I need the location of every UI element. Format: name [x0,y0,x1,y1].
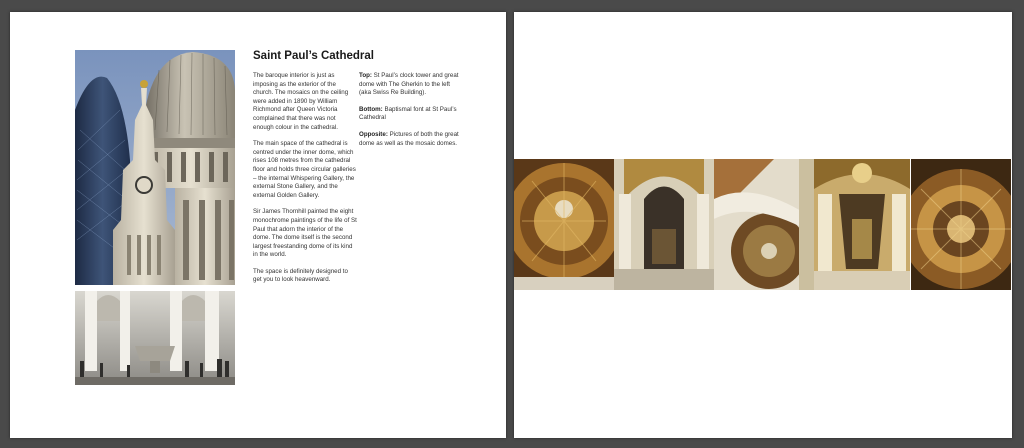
caption-top-text: St Paul’s clock tower and great dome with The Gherkin to the left (aka Swiss Re Building). [359,72,459,97]
caption-bottom-label: Bottom: [359,105,383,113]
caption-top-label: Top: [359,72,372,79]
caption-opposite-label: Opposite: [359,130,388,138]
interior-photo-strip [514,159,1012,290]
cathedral-dome-gherkin-photo [75,50,235,285]
caption-column [359,72,459,156]
body-paragraph-3: Sir James Thornhill painted the eight monochrome paintings of the life of St Paul that adorn the interior of the dome. The dome itself is the second largest freestanding dome of its kind in the world. [253,208,357,259]
caption-top [359,72,459,98]
arch-dome-photo [714,159,814,290]
caption-opposite-text: Pictures of both the great dome as well as the mosaic domes. [359,130,459,147]
body-text-column [253,72,357,293]
choir-quire-photo [814,159,910,290]
caption-opposite [359,131,459,148]
body-paragraph-4: The space is definitely designed to get you to look heavenward. [253,267,348,284]
dome-mosaic-photo-1 [514,159,614,290]
left-page [10,12,506,438]
body-paragraph-2: The main space of the cathedral is centred under the inner dome, which rises 108 metres from the cathedral floor and holds three circular galleries – the internal Whispering Gallery, the external Stone Gallery, and the external Golden Gallery. [253,140,356,199]
dome-mosaic-photo-2 [911,159,1011,290]
right-page [514,12,1012,438]
nave-altar-photo [614,159,714,290]
baptismal-font-photo [75,291,235,385]
caption-bottom [359,106,459,123]
caption-bottom-text: Baptismal font at St Paul’s Cathedral [359,105,457,122]
page-title: Saint Paul’s Cathedral [253,50,374,62]
body-paragraph-1: The baroque interior is just as imposing as the exterior of the church. The mosaics on the ceiling were added in 1890 by William Richmond after Queen Victoria complained that there was not enough colour in the cathedral. [253,72,349,131]
